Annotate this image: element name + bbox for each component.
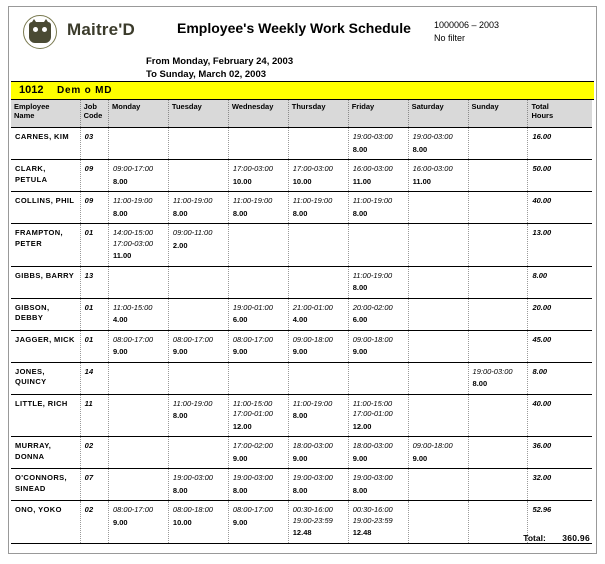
employee-name-cell: LITTLE, RICH xyxy=(11,394,80,437)
row-total-hours: 16.00 xyxy=(528,128,592,160)
shift-time: 14:00-15:00 xyxy=(113,228,154,237)
shift-cell-saturday xyxy=(408,394,468,437)
shift-cell-saturday xyxy=(408,362,468,394)
shift-time: 11:00-19:00 xyxy=(113,196,153,205)
shift-cell-wednesday xyxy=(228,330,288,362)
shift-time: 19:00-23:59 xyxy=(292,515,333,525)
shift-hours: 9.00 xyxy=(412,453,428,463)
shift-cell-tuesday xyxy=(168,266,228,298)
shift-hours: 9.00 xyxy=(113,347,128,356)
shift-cell-sunday xyxy=(468,266,528,298)
employee-name-cell: JAGGER, MICK xyxy=(11,330,80,362)
job-code-cell: 09 xyxy=(80,192,108,224)
shift-cell-thursday xyxy=(288,160,348,192)
job-code-cell: 01 xyxy=(80,330,108,362)
shift-cell-sunday xyxy=(468,192,528,224)
shift-cell-sunday xyxy=(468,501,528,544)
shift-time: 09:00-18:00 xyxy=(412,441,453,450)
table-row xyxy=(11,298,592,330)
shift-time: 11:00-19:00 xyxy=(232,196,273,205)
shift-cell-tuesday xyxy=(168,160,228,192)
shift-cell-tuesday xyxy=(168,362,228,394)
job-code-cell: 14 xyxy=(80,362,108,394)
shift-cell-sunday xyxy=(468,469,528,501)
shift-hours: 11.00 xyxy=(352,176,372,186)
shift-time: 20:00-02:00 xyxy=(352,302,393,312)
shift-cell-sunday xyxy=(468,394,528,437)
shift-cell-saturday xyxy=(408,501,468,544)
col-thursday: Thursday xyxy=(288,100,348,128)
shift-cell-sunday xyxy=(468,437,528,469)
job-code-cell: 01 xyxy=(80,298,108,330)
col-total-l2: Hours xyxy=(531,111,554,120)
shift-hours: 11.00 xyxy=(412,176,431,186)
shift-hours: 8.00 xyxy=(172,485,188,495)
shift-time: 08:00-18:00 xyxy=(172,505,213,514)
shift-cell-wednesday xyxy=(228,437,288,469)
row-total-hours: 40.00 xyxy=(528,192,592,224)
job-code-cell: 07 xyxy=(80,469,108,501)
shift-cell-saturday xyxy=(408,330,468,362)
shift-time: 19:00-03:00 xyxy=(472,366,513,376)
shift-hours: 4.00 xyxy=(292,315,308,324)
shift-time: 08:00-17:00 xyxy=(232,505,273,514)
shift-hours: 9.00 xyxy=(352,453,368,463)
shift-cell-thursday xyxy=(288,501,348,544)
shift-hours: 2.00 xyxy=(172,240,188,250)
brand-name: Maitre'D xyxy=(67,20,135,39)
shift-time: 21:00-01:00 xyxy=(292,302,333,312)
table-row xyxy=(11,394,592,437)
shift-cell-wednesday xyxy=(228,501,288,544)
shift-hours: 8.00 xyxy=(232,208,248,218)
shift-time: 11:00-19:00 xyxy=(292,398,333,408)
shift-time: 19:00-01:00 xyxy=(232,302,273,312)
schedule-body xyxy=(11,128,592,544)
shift-cell-thursday xyxy=(288,394,348,437)
shift-cell-sunday xyxy=(468,362,528,394)
shift-hours: 12.00 xyxy=(232,421,252,431)
shift-hours: 12.48 xyxy=(292,528,312,537)
shift-cell-tuesday xyxy=(168,437,228,469)
table-row xyxy=(11,266,592,298)
shift-cell-saturday xyxy=(408,437,468,469)
row-total-hours: 32.00 xyxy=(528,469,592,501)
shift-cell-monday xyxy=(109,160,169,192)
grand-total-value: 360.96 xyxy=(562,533,590,543)
shift-hours: 8.00 xyxy=(232,485,248,495)
shift-cell-thursday xyxy=(288,437,348,469)
col-total-hours xyxy=(528,100,592,128)
shift-cell-wednesday xyxy=(228,394,288,437)
shift-time: 17:00-03:00 xyxy=(292,164,333,173)
shift-time: 11:00-19:00 xyxy=(172,398,213,408)
shift-cell-tuesday xyxy=(168,192,228,224)
shift-time: 17:00-01:00 xyxy=(352,409,393,418)
shift-cell-monday xyxy=(109,437,169,469)
col-employee-name-l1: Employee xyxy=(14,102,50,111)
job-code-cell: 03 xyxy=(80,128,108,160)
shift-time: 11:00-19:00 xyxy=(352,270,393,280)
shift-cell-tuesday xyxy=(168,394,228,437)
shift-hours: 8.00 xyxy=(172,208,188,218)
shift-cell-saturday xyxy=(408,266,468,298)
shift-time: 00:30-16:00 xyxy=(352,505,393,514)
shift-time: 08:00-17:00 xyxy=(172,334,213,344)
shift-time: 17:00-03:00 xyxy=(232,164,273,173)
shift-hours: 8.00 xyxy=(472,379,488,388)
grand-total-label: Total: xyxy=(523,533,546,543)
report-number: 1000006 – 2003 xyxy=(434,20,500,30)
row-total-hours: 40.00 xyxy=(528,394,592,437)
shift-time: 19:00-03:00 xyxy=(412,132,453,141)
shift-cell-monday xyxy=(109,224,169,267)
row-total-hours: 20.00 xyxy=(528,298,592,330)
employee-name-cell: COLLINS, PHIL xyxy=(11,192,80,224)
date-from: From Monday, February 24, 2003 xyxy=(146,56,294,67)
owl-icon xyxy=(29,22,51,43)
shift-cell-tuesday xyxy=(168,469,228,501)
shift-hours: 6.00 xyxy=(352,315,368,324)
shift-hours: 9.00 xyxy=(172,347,188,356)
shift-cell-saturday xyxy=(408,224,468,267)
shift-hours: 9.00 xyxy=(292,453,308,463)
shift-cell-friday xyxy=(348,128,408,160)
job-code-cell: 09 xyxy=(80,160,108,192)
shift-cell-wednesday xyxy=(228,362,288,394)
shift-hours: 8.00 xyxy=(352,208,368,218)
shift-time: 19:00-03:00 xyxy=(352,132,393,141)
date-to: To Sunday, March 02, 2003 xyxy=(146,69,267,80)
col-employee-name-l2: Name xyxy=(14,111,35,120)
shift-cell-thursday xyxy=(288,128,348,160)
shift-time: 09:00-17:00 xyxy=(113,164,154,173)
shift-cell-wednesday xyxy=(228,266,288,298)
job-code-cell: 01 xyxy=(80,224,108,267)
shift-hours: 9.00 xyxy=(232,517,248,527)
date-range xyxy=(146,55,293,81)
shift-cell-monday xyxy=(109,394,169,437)
shift-hours: 12.48 xyxy=(352,528,372,537)
employee-name-cell: ONO, YOKO xyxy=(11,501,80,544)
employee-name-cell: GIBSON, DEBBY xyxy=(11,298,80,330)
employee-name-cell: MURRAY, DONNA xyxy=(11,437,80,469)
shift-time: 11:00-19:00 xyxy=(292,196,333,205)
shift-hours: 8.00 xyxy=(352,144,368,154)
shift-time: 09:00-11:00 xyxy=(172,228,213,237)
table-row xyxy=(11,160,592,192)
shift-cell-saturday xyxy=(408,160,468,192)
shift-time: 09:00-18:00 xyxy=(292,334,333,344)
report-filter: No filter xyxy=(434,33,466,43)
shift-hours: 9.00 xyxy=(232,347,248,356)
shift-hours: 9.00 xyxy=(292,347,308,356)
shift-time: 08:00-17:00 xyxy=(113,334,154,344)
employee-name-cell: CARNES, KIM xyxy=(11,128,80,160)
shift-cell-monday xyxy=(109,501,169,544)
shift-hours: 11.00 xyxy=(113,251,132,260)
shift-time: 19:00-03:00 xyxy=(172,473,213,482)
grand-total xyxy=(523,533,590,543)
shift-time: 17:00-01:00 xyxy=(232,409,273,418)
table-row xyxy=(11,501,592,544)
shift-cell-saturday xyxy=(408,128,468,160)
report-header xyxy=(9,7,596,81)
owl-eye-right-icon xyxy=(42,27,47,32)
group-banner xyxy=(11,81,594,100)
shift-cell-friday xyxy=(348,437,408,469)
shift-cell-tuesday xyxy=(168,298,228,330)
shift-time: 11:00-19:00 xyxy=(172,196,213,205)
shift-hours: 8.00 xyxy=(113,176,128,186)
col-job-code-l2: Code xyxy=(83,111,103,120)
table-row xyxy=(11,192,592,224)
row-total-hours: 36.00 xyxy=(528,437,592,469)
col-employee-name xyxy=(11,100,80,128)
shift-time: 19:00-23:59 xyxy=(352,515,393,525)
shift-cell-wednesday xyxy=(228,224,288,267)
shift-hours: 8.00 xyxy=(352,485,368,495)
table-row xyxy=(11,330,592,362)
shift-cell-sunday xyxy=(468,298,528,330)
shift-time: 08:00-17:00 xyxy=(232,334,273,344)
shift-cell-thursday xyxy=(288,469,348,501)
shift-hours: 10.00 xyxy=(172,517,192,527)
shift-hours: 8.00 xyxy=(412,144,428,154)
job-code-cell: 02 xyxy=(80,437,108,469)
shift-cell-sunday xyxy=(468,160,528,192)
shift-time: 18:00-03:00 xyxy=(352,441,393,450)
shift-cell-thursday xyxy=(288,362,348,394)
shift-cell-saturday xyxy=(408,192,468,224)
shift-time: 11:00-15:00 xyxy=(113,302,153,312)
shift-cell-sunday xyxy=(468,128,528,160)
shift-time: 09:00-18:00 xyxy=(352,334,393,344)
report-frame xyxy=(8,6,597,554)
shift-cell-monday xyxy=(109,330,169,362)
shift-hours: 9.00 xyxy=(232,453,248,463)
shift-cell-sunday xyxy=(468,330,528,362)
table-row xyxy=(11,224,592,267)
shift-cell-friday xyxy=(348,330,408,362)
col-sunday: Sunday xyxy=(468,100,528,128)
employee-name-cell: CLARK, PETULA xyxy=(11,160,80,192)
shift-time: 11:00-15:00 xyxy=(352,398,393,408)
shift-hours: 8.00 xyxy=(113,208,128,218)
shift-cell-monday xyxy=(109,298,169,330)
col-job-code-l1: Job xyxy=(83,102,97,111)
shift-cell-monday xyxy=(109,192,169,224)
shift-time: 16:00-03:00 xyxy=(412,164,453,173)
logo-circle-icon xyxy=(23,15,57,49)
owl-ear-right-icon xyxy=(42,19,50,25)
shift-hours: 8.00 xyxy=(292,208,308,218)
col-saturday: Saturday xyxy=(408,100,468,128)
shift-hours: 6.00 xyxy=(232,315,248,324)
table-header-row xyxy=(11,100,592,128)
shift-cell-tuesday xyxy=(168,501,228,544)
shift-hours: 8.00 xyxy=(352,283,368,292)
row-total-hours: 8.00 xyxy=(528,362,592,394)
job-code-cell: 11 xyxy=(80,394,108,437)
shift-cell-wednesday xyxy=(228,469,288,501)
row-total-hours: 45.00 xyxy=(528,330,592,362)
shift-cell-monday xyxy=(109,469,169,501)
shift-cell-friday xyxy=(348,224,408,267)
shift-cell-friday xyxy=(348,298,408,330)
shift-cell-wednesday xyxy=(228,128,288,160)
shift-cell-monday xyxy=(109,128,169,160)
maitred-logo xyxy=(23,15,59,51)
shift-hours: 4.00 xyxy=(113,315,128,324)
shift-cell-wednesday xyxy=(228,298,288,330)
shift-hours: 10.00 xyxy=(232,176,252,186)
shift-time: 16:00-03:00 xyxy=(352,164,393,173)
shift-cell-thursday xyxy=(288,266,348,298)
shift-hours: 8.00 xyxy=(292,411,308,420)
group-name: Dem o MD xyxy=(57,85,113,96)
owl-eye-left-icon xyxy=(33,27,38,32)
job-code-cell: 02 xyxy=(80,501,108,544)
shift-time: 17:00-03:00 xyxy=(113,238,154,248)
table-row xyxy=(11,128,592,160)
table-row xyxy=(11,437,592,469)
shift-cell-tuesday xyxy=(168,128,228,160)
shift-cell-tuesday xyxy=(168,224,228,267)
shift-time: 19:00-03:00 xyxy=(232,473,273,482)
shift-cell-friday xyxy=(348,266,408,298)
report-meta xyxy=(434,19,584,45)
col-job-code xyxy=(80,100,108,128)
shift-cell-thursday xyxy=(288,330,348,362)
shift-cell-friday xyxy=(348,501,408,544)
employee-name-cell: O'CONNORS, SINEAD xyxy=(11,469,80,501)
col-wednesday: Wednesday xyxy=(228,100,288,128)
table-row xyxy=(11,362,592,394)
shift-cell-saturday xyxy=(408,469,468,501)
shift-cell-friday xyxy=(348,469,408,501)
shift-cell-friday xyxy=(348,160,408,192)
employee-name-cell: JONES, QUINCY xyxy=(11,362,80,394)
shift-cell-thursday xyxy=(288,192,348,224)
shift-time: 19:00-03:00 xyxy=(292,473,333,482)
shift-cell-thursday xyxy=(288,224,348,267)
shift-cell-wednesday xyxy=(228,160,288,192)
schedule-table xyxy=(11,100,592,544)
shift-hours: 10.00 xyxy=(292,176,312,186)
shift-time: 17:00-02:00 xyxy=(232,441,273,450)
owl-ear-left-icon xyxy=(30,19,38,25)
row-total-hours: 13.00 xyxy=(528,224,592,267)
shift-time: 18:00-03:00 xyxy=(292,441,333,450)
shift-time: 11:00-15:00 xyxy=(232,398,273,408)
col-total-l1: Total xyxy=(531,102,549,111)
shift-cell-friday xyxy=(348,362,408,394)
shift-cell-tuesday xyxy=(168,330,228,362)
shift-hours: 9.00 xyxy=(113,517,128,527)
shift-time: 11:00-19:00 xyxy=(352,196,393,205)
page-title: Employee's Weekly Work Schedule xyxy=(177,20,411,36)
shift-hours: 8.00 xyxy=(292,485,308,495)
shift-hours: 9.00 xyxy=(352,347,368,356)
shift-cell-friday xyxy=(348,192,408,224)
shift-time: 00:30-16:00 xyxy=(292,505,333,514)
row-total-hours: 52.96 xyxy=(528,501,592,544)
employee-name-cell: GIBBS, BARRY xyxy=(11,266,80,298)
col-monday: Monday xyxy=(109,100,169,128)
shift-cell-sunday xyxy=(468,224,528,267)
job-code-cell: 13 xyxy=(80,266,108,298)
shift-hours: 12.00 xyxy=(352,421,372,431)
shift-time: 19:00-03:00 xyxy=(352,473,393,482)
shift-cell-thursday xyxy=(288,298,348,330)
shift-cell-monday xyxy=(109,362,169,394)
shift-hours: 8.00 xyxy=(172,411,188,420)
shift-cell-wednesday xyxy=(228,192,288,224)
col-friday: Friday xyxy=(348,100,408,128)
shift-cell-monday xyxy=(109,266,169,298)
shift-time: 08:00-17:00 xyxy=(113,505,154,514)
shift-cell-saturday xyxy=(408,298,468,330)
group-code: 1012 xyxy=(19,84,44,96)
table-row xyxy=(11,469,592,501)
shift-cell-friday xyxy=(348,394,408,437)
employee-name-cell: FRAMPTON, PETER xyxy=(11,224,80,267)
row-total-hours: 8.00 xyxy=(528,266,592,298)
col-tuesday: Tuesday xyxy=(168,100,228,128)
row-total-hours: 50.00 xyxy=(528,160,592,192)
